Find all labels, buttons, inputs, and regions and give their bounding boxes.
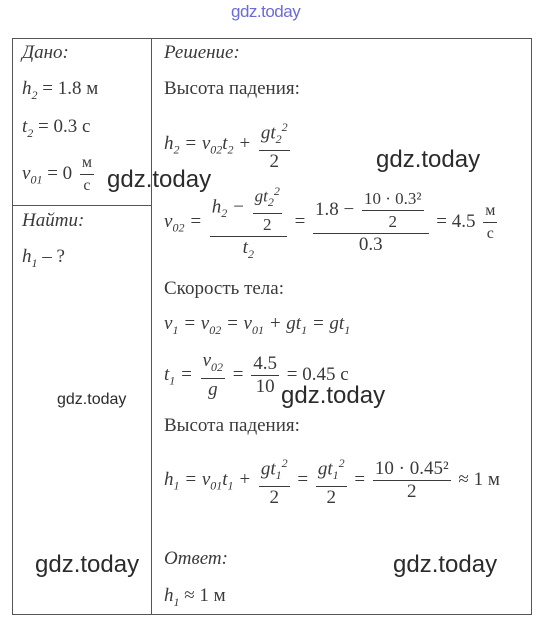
given-find-divider — [12, 205, 152, 206]
answer-heading: Ответ: — [164, 548, 228, 569]
watermark: gdz.today — [107, 166, 212, 193]
label-height-2: Высота падения: — [164, 415, 300, 436]
formula-h2: $h_2 = v_{02}t_2$ + $\frac{gt_2^2}{2}$ — [164, 116, 293, 173]
watermark: gdz.today — [393, 551, 498, 578]
find-h1: $h_1$ – ? — [22, 246, 65, 270]
label-height: Высота падения: — [164, 78, 300, 99]
label-speed: Скорость тела: — [164, 278, 284, 299]
answer-value: $h_1 \approx 1$ м — [164, 585, 226, 609]
formula-v02: $v_{02}$ = $h_2$ − $\frac{gt_2^2}{2}$ $t_2$ = 1.8 − $\frac{\text{10 · 0.3²}}{2}$ 0.3 = 4.5 $\frac{м}{с}$ — [164, 180, 500, 265]
column-divider — [151, 38, 152, 615]
watermark-top: gdz.today — [231, 2, 301, 21]
given-t2: $t_2 = 0.3$ с — [22, 116, 91, 140]
watermark: gdz.today — [57, 391, 127, 408]
formula-h1: $h_1 = v_{01}t_1$ + $\frac{gt_1^2}{2}$ = $\frac{gt_1^2}{2}$ = $\frac{\text{10 · 0.45²}}{2}$ ≈ 1 м — [164, 452, 500, 509]
watermark: gdz.today — [281, 382, 386, 409]
solution-heading: Решение: — [164, 42, 240, 63]
find-heading: Найти: — [22, 210, 85, 231]
given-v01: $v_{01} = 0$ $\frac{м}{с}$ — [22, 154, 93, 194]
given-heading: Дано: — [22, 42, 69, 63]
watermark: gdz.today — [376, 146, 481, 173]
watermark: gdz.today — [35, 551, 140, 578]
formula-t1: $t_1$ = $\frac{v_{02}}{g}$ = $\frac{4.5}{10}$ = 0.45 с — [164, 350, 349, 400]
given-h2: $h_2 = 1.8$ м — [22, 78, 99, 102]
formula-v1: $v_1 = v_{02} = v_{01} + gt_1 = gt_1$ — [164, 313, 351, 337]
